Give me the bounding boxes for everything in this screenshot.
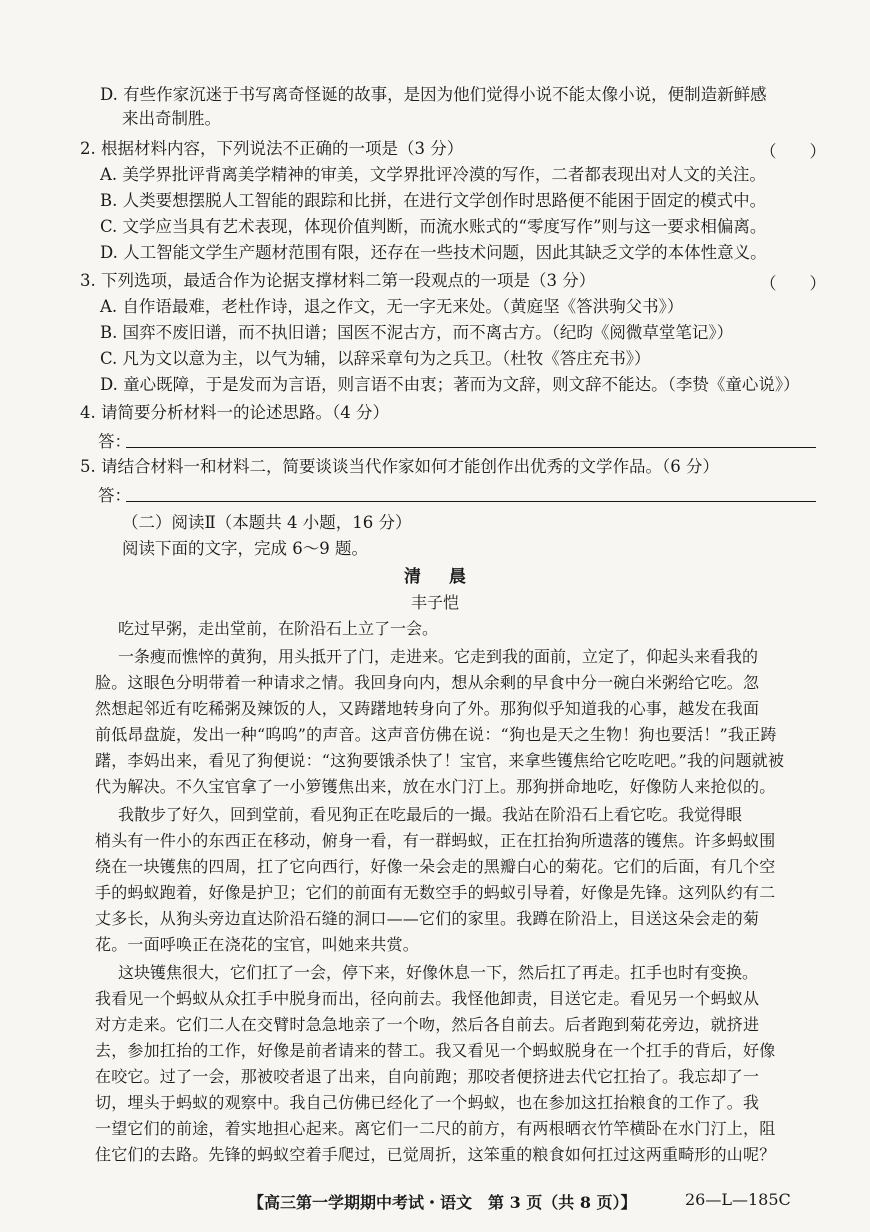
article-line: 住它们的去路。先锋的蚂蚁空着手爬过，已觉周折，这笨重的粮食如何扛过这两重畸形的山呢？ [95,1145,776,1164]
q2-option-b: B. 人类要想摆脱人工智能的跟踪和比拼，在进行文学创作时思路便不能困于固定的模式中。 [100,191,767,210]
q3-option-d: D. 童心既障，于是发而为言语，则言语不由衷；著而为文辞，则文辞不能达。（李贽《童心说》） [100,375,800,394]
article-line: 花。一面呼唤正在浇花的宝官，叫她来共赏。 [95,935,420,954]
q2-option-c: C. 文学应当具有艺术表现，体现价值判断，而流水账式的“零度写作”则与这一要求相偏离。 [100,217,767,236]
q4-answer-rule [126,447,816,448]
article-line: 梢头有一件小的东西正在移动，俯身一看，有一群蚂蚁，正在扛抬狗所遗落的镬焦。许多蚂蚁围 [95,831,776,850]
paper-code: 26—L—185C [685,1190,791,1209]
article-line: 一望它们的前途，着实地担心起来。离它们一二尺的前方，有两根晒衣竹竿横卧在水门汀上，阻 [95,1119,776,1138]
q3-stem: 3. 下列选项，最适合作为论据支撑材料二第一段观点的一项是（3 分） [80,271,596,290]
q2-answer-paren[interactable]: （ ） [760,142,826,161]
article-line: 丈多长，从狗头旁边直达阶沿石缝的洞口——它们的家里。我蹲在阶沿上，目送这朵会走的菊 [95,909,760,928]
q4-stem: 4. 请简要分析材料一的论述思路。（4 分） [80,403,389,422]
q4-answer-line[interactable] [98,428,816,450]
q1-option-d-line2: 来出奇制胜。 [122,109,221,128]
q3-option-b: B. 国弈不废旧谱，而不执旧谱；国医不泥古方，而不离古方。（纪昀《阅微草堂笔记》） [100,323,734,342]
q3-option-a: A. 自作语最难，老杜作诗，退之作文，无一字无来处。（黄庭坚《答洪驹父书》） [100,297,684,316]
article-line: 一条瘦而憔悴的黄狗，用头抵开了门，走进来。它走到我的面前，立定了，仰起头来看我的 [118,647,759,666]
q5-stem: 5. 请结合材料一和材料二，简要谈谈当代作家如何才能创作出优秀的文学作品。（6 分） [80,457,719,476]
q2-option-d: D. 人工智能文学生产题材范围有限，还存在一些技术问题，因此其缺乏文学的本体性意义。 [100,243,767,262]
q4-answer-label: 答： [98,432,131,451]
article-line: 吃过早粥，走出堂前，在阶沿石上立了一会。 [118,619,439,638]
page-footer: 【高三第一学期期中考试・语文 第 3 页（共 8 页）】 [248,1193,637,1212]
section-instruction: 阅读下面的文字，完成 6～9 题。 [122,539,368,558]
q5-answer-rule [126,501,816,502]
article-line: 我看见一个蚂蚁从众扛手中脱身而出，径向前去。我怪他卸责，目送它走。看见另一个蚂蚁从 [95,989,760,1008]
article-line: 去，参加扛抬的工作，好像是前者请来的替工。我又看见一个蚂蚁脱身在一个扛手的背后，好像 [95,1041,776,1060]
article-line: 前低昂盘旋，发出一种“呜呜”的声音。这声音仿佛在说：“狗也是天之生物！狗也要活！”我正踌 [95,725,777,744]
q2-stem: 2. 根据材料内容，下列说法不正确的一项是（3 分） [80,139,464,158]
article-line: 这块镬焦很大，它们扛了一会，停下来，好像休息一下，然后扛了再走。扛手也时有变换。 [118,963,759,982]
article-title: 清晨 [404,567,494,587]
article-line: 手的蚂蚁跑着，好像是护卫；它们的前面有无数空手的蚂蚁引导着，好像是先锋。这列队约有二 [95,883,776,902]
section-heading: （二）阅读Ⅱ（本题共 4 小题，16 分） [122,513,412,532]
article-line: 在咬它。过了一会，那被咬者退了出来，自向前跑；那咬者便挤进去代它扛抬了。我忘却了一 [95,1067,760,1086]
article-line: 绕在一块镬焦的四周，扛了它向西行，好像一朵会走的黑瓣白心的菊花。它们的后面，有几个空 [95,857,776,876]
article-line: 代为解决。不久宝官拿了一小箩镬焦出来，放在水门汀上。那狗拼命地吃，好像防人来抢似的。 [95,777,776,796]
article-line: 躇，李妈出来，看见了狗便说：“这狗要饿杀快了！宝官，来拿些镬焦给它吃吃吧。”我的问题就被 [95,751,785,770]
article-author: 丰子恺 [410,593,459,612]
article-line: 脸。这眼色分明带着一种请求之情。我回身向内，想从余剩的早食中分一碗白米粥给它吃。忽 [95,673,760,692]
article-line: 我散步了好久，回到堂前，看见狗正在吃最后的一撮。我站在阶沿石上看它吃。我觉得眼 [118,805,743,824]
article-line: 然想起邻近有吃稀粥及辣饭的人，又踌躇地转身向了外。那狗似乎知道我的心事，越发在我面 [95,699,760,718]
q1-option-d-line1: D. 有些作家沉迷于书写离奇怪诞的故事，是因为他们觉得小说不能太像小说，便制造新鲜感 [100,85,767,104]
q2-option-a: A. 美学界批评背离美学精神的审美，文学界批评冷漠的写作，二者都表现出对人文的关注。 [100,165,766,184]
q5-answer-label: 答： [98,486,131,505]
article-line: 切，埋头于蚂蚁的观察中。我自己仿佛已经化了一个蚂蚁，也在参加这扛抬粮食的工作了。我 [95,1093,760,1112]
article-line: 对方走来。它们二人在交臂时急急地亲了一个吻，然后各自前去。后者跑到菊花旁边，就挤进 [95,1015,760,1034]
q3-answer-paren[interactable]: （ ） [760,274,826,293]
q5-answer-line[interactable] [98,482,816,504]
q3-option-c: C. 凡为文以意为主，以气为辅，以辞采章句为之兵卫。（杜牧《答庄充书》） [100,349,651,368]
